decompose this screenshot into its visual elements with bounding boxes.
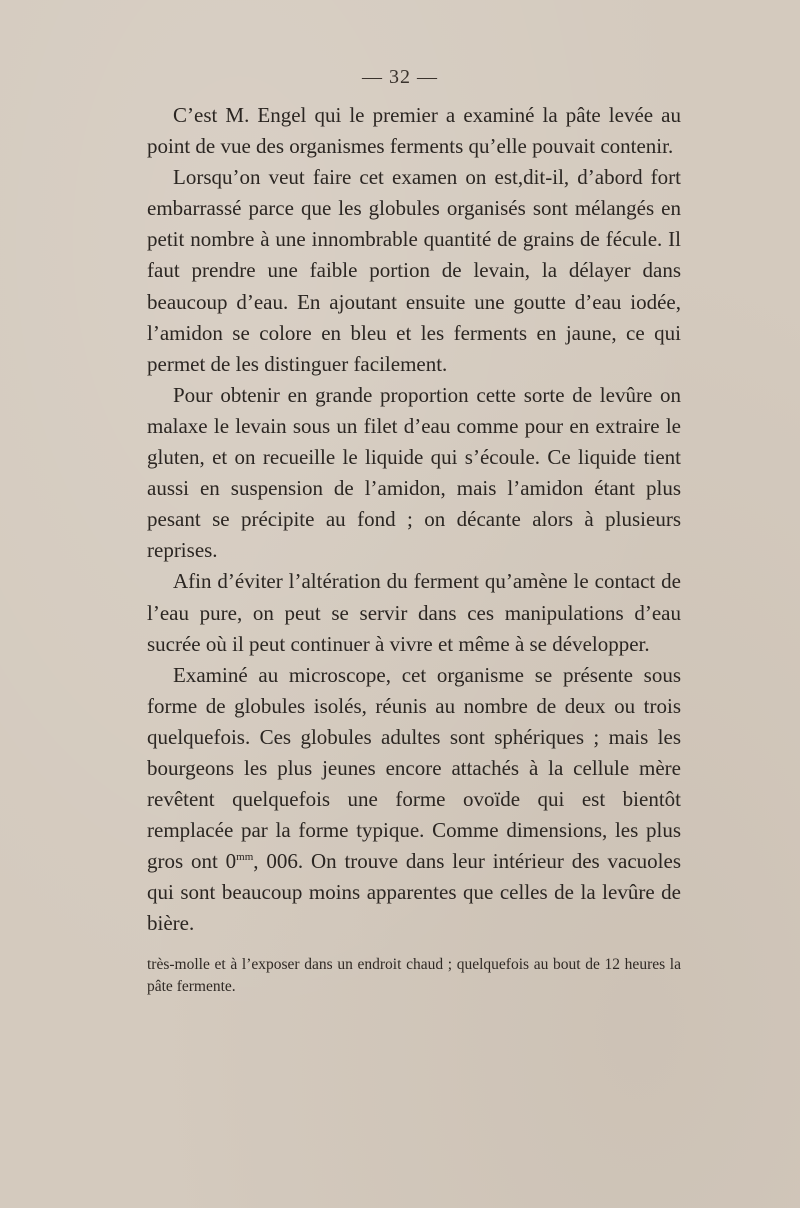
paragraph-obtenir: Pour obtenir en grande proportion cette sorte de levûre on malaxe le levain sous un filet d’eau comme pour en extraire le gluten, et on recueille le liquide qui s’écoule. Ce liquide tient aussi en suspension de l’amidon, mais l’amidon étant plus pesant se précipite au fond ; on décante alors à plusieurs reprises.	[147, 382, 681, 563]
paragraph-examen: Lorsqu’on veut faire cet examen on est,dit-il, d’abord fort embarrassé parce que les globules organisés sont mélangés en petit nombre à une innombrable quantité de grains de fécule. Il faut prendre une faible portion de levain, la délayer dans beaucoup d’eau. En ajoutant ensuite une goutte d’eau iodée, l’amidon se colore en bleu et les ferments en jaune, ce qui permet de les distinguer facilement.	[147, 165, 681, 376]
unit-superscript: mm	[236, 851, 254, 864]
paragraph-engel: C’est M. Engel qui le premier a examiné la pâte levée au point de vue des organismes ferments qu’elle pouvait contenir.	[147, 103, 681, 159]
paragraph-microscope-part2: , 006. On trouve dans leur intérieur des vacuoles qui sont beaucoup moins apparentes que celles de la levûre de bière.	[147, 849, 681, 936]
footnote: très-molle et à l’exposer dans un endroit chaud ; quelquefois au bout de 12 heures la pâte fermente.	[147, 956, 681, 995]
paragraph-microscope-part1: Examiné au microscope, cet organisme se présente sous forme de globules isolés, réunis au nombre de deux ou trois quelquefois. Ces globules adultes sont sphériques ; mais les bourgeons les plus jeunes encore attachés à la cellule mère revêtent quelquefois une forme ovoïde qui est bientôt remplacée par la forme typique. Comme dimensions, les plus gros ont 0	[147, 662, 681, 874]
main-text	[147, 100, 681, 940]
paragraph-microscope	[147, 660, 681, 940]
paragraph-alteration: Afin d’éviter l’altération du ferment qu’amène le contact de l’eau pure, on peut se servir dans ces manipulations d’eau sucrée où il peut continuer à vivre et même à se développer.	[147, 569, 681, 656]
page-number: — 32 —	[362, 66, 438, 88]
